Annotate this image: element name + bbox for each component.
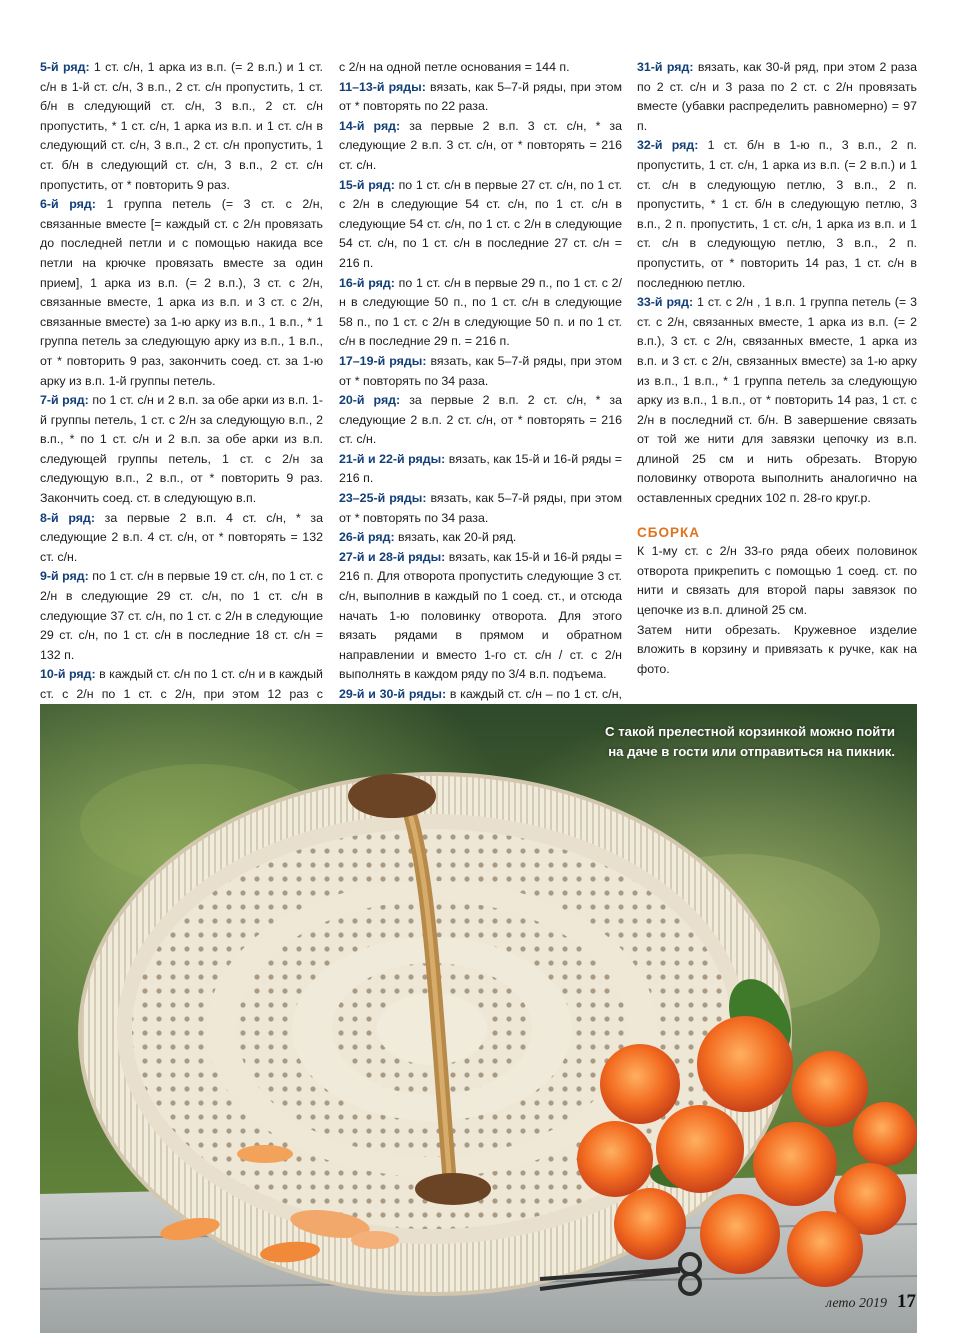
row-label: 14-й ряд:: [339, 118, 401, 133]
assembly-paragraph-1: К 1-му ст. с 2/н 33-го ряда обеих половинок отворота прикрепить с помощью 1 соед. ст. по нити и связать для второй пары завязок по цепочке из в.п. длиной 25 см.: [637, 544, 917, 618]
row-label: 31-й ряд:: [637, 60, 694, 74]
row-label: 33-й ряд:: [637, 295, 694, 310]
row-label: 32-й ряд:: [637, 138, 699, 153]
assembly-paragraph-2: Затем нити обрезать. Кружевное изделие вложить в корзину и привязать к ручке, как на фото.: [637, 622, 917, 676]
row-label: 5-й ряд:: [40, 60, 90, 74]
instruction-row: [40, 58, 323, 195]
row-label: 16-й ряд:: [339, 275, 395, 290]
row-label: 27-й и 28-й ряды:: [339, 549, 446, 564]
row-text: 1 ст. б/н в 1-ю п., 3 в.п., 2 п. пропустить, 1 ст. с/н, 1 арка из в.п. (= 2 в.п.) и 1 ст. с/н в следующую петлю, 3 в.п., 2 п. пропустить, * 1 ст. б/н в следующую петлю, 3 в.п., 2 п. пропустить, 1 ст. с/н, 1 арка из в.п. и 1 ст. с/н в следующую петлю, 3 в.п., 2 п. пропустить, от * повторить 14 раз, 1 ст. с/н в последнюю петлю.: [637, 138, 917, 290]
row-text: за первые 2 в.п. 2 ст. с/н, * за следующие 2 в.п. 2 ст. с/н, от * повторять = 216 ст. с/н.: [339, 393, 622, 447]
instruction-row: [339, 548, 622, 685]
instruction-row: [637, 58, 917, 136]
instruction-row: [339, 352, 622, 391]
instruction-row: [339, 176, 622, 274]
row-label: 26-й ряд:: [339, 530, 395, 545]
row-text: по 1 ст. с/н в первые 27 ст. с/н, по 1 ст. с 2/н в следующие 54 ст. с/н, по 1 ст. с/н в следующие 54 ст. с/н, по 1 ст. с 2/н в следующие 54 ст. с/н, по 1 ст. с/н в последние 27 ст. с/н = 216 п.: [339, 177, 622, 270]
basket-photo: [40, 704, 917, 1333]
column-3-rows: [637, 58, 917, 509]
instruction-row: [40, 391, 323, 509]
basket-illustration: [40, 704, 917, 1333]
page-number: 17: [897, 1291, 916, 1312]
row-text: за первые 2 в.п. 3 ст. с/н, * за следующие 2 в.п. 3 ст. с/н, от * повторять = 216 ст. с/н.: [339, 118, 622, 172]
instruction-row: [637, 293, 917, 509]
row-label: 29-й и 30-й ряды:: [339, 687, 447, 701]
row-text: по 1 ст. с/н и 2 в.п. за обе арки из в.п. 1-й группы петель, 1 ст. с 2/н за следующую в.п., 2 в.п., * по 1 ст. с/н и 2 в.п. за обе арки из в.п. следующей группы петель, 1 ст. с 2/н за следующую в.п., 2 в.п., от * повторить 9 раз. Закончить соед. ст. в следующую в.п.: [40, 393, 323, 506]
instruction-row: [40, 567, 323, 665]
instruction-row: [339, 274, 622, 352]
row-label: 23–25-й ряды:: [339, 491, 427, 506]
row-text: в каждый ст. с/н – по 1 ст. с/н,: [449, 687, 622, 701]
issue-label: лето 2019: [825, 1296, 887, 1311]
row-text: 1 ст. с/н, 1 арка из в.п. (= 2 в.п.) и 1 ст. с/н в 1-й ст. с/н, 3 в.п., 2 ст. с/н пропустить, 1 ст. б/н в следующий ст. с/н, 3 в.п., 2 ст. с/н пропустить, * 1 ст. с/н, 1 арка из в.п. и 1 ст. с/н в следующий ст. с/н, 3 в.п., 2 ст. с/н пропустить, 1 ст. б/н в следующий ст. с/н, 3 в.п., 2 ст. с/н пропустить, от * повторить 9 раз.: [40, 60, 323, 192]
row-label: 20-й ряд:: [339, 393, 401, 408]
row-label: 21-й и 22-й ряды:: [339, 451, 446, 466]
assembly-section-title: СБОРКА: [637, 524, 700, 540]
row-label: 7-й ряд:: [40, 393, 89, 408]
instruction-row: [339, 117, 622, 176]
instruction-row: [637, 136, 917, 293]
row-text: вязать, как 20-й ряд.: [394, 530, 517, 545]
text-column-2: [339, 58, 622, 744]
instruction-row: [339, 391, 622, 450]
instruction-row: [339, 489, 622, 528]
page-footer: [826, 1291, 916, 1313]
instruction-row: [339, 450, 622, 489]
row-text: в каждый ст. с/н по 1 ст. с/н и в каждый ст. с 2/н по 1 ст. с 2/н, при этом 12 раз с: [40, 667, 323, 701]
row-text: 1 группа петель (= 3 ст. с 2/н, связанные вместе [= каждый ст. с 2/н провязать до последней петли и с помощью накида все петли на крючке провязать вместе за один прием], 1 арка из в.п. (= 2 в.п.), 3 ст. с 2/н, связанные вместе, 1 арка из в.п. и 3 ст. с 2/н, связанные вместе) за 1-ю арку из в.п., 1 в.п., * 1 группа петель за следующую арку из в.п., 1 в.п., от * повторить 9 раз, закончить соед. ст. за 1-ю арку из в.п. 1-й группы петель.: [40, 197, 323, 388]
row-label: 15-й ряд:: [339, 177, 395, 192]
row-text: с 2/н на одной петле основания = 144 п.: [339, 60, 570, 74]
row-label: 17–19-й ряды:: [339, 353, 427, 368]
row-text: 1 ст. с 2/н , 1 в.п. 1 группа петель (= 3 ст. с 2/н, связанных вместе, 1 арка из в.п. (= 2 в.п.), 3 ст. с 2/н, связанных вместе, 1 арка из в.п. и 3 ст. с 2/н, связанных вместе) за 1-ю арку из в.п., 1 в.п., * 1 группа петель за следующую арку из в.п., 1 в.п., от * повторить 14 раз, 1 ст. с 2/н в последний ст. б/н. В завершение связать от той же нити для завязки цепочку из в.п. длиной 25 см и нить обрезать. Вторую половинку отворота выполнить аналогично на оставленных средних 102 п. 28-го круг.р.: [637, 295, 917, 506]
text-column-3: [637, 58, 917, 679]
row-label: 8-й ряд:: [40, 510, 95, 525]
row-text: вязать, как 30-й ряд, при этом 2 раза по 2 ст. с/н и 3 раза по 2 ст. с 2/н провязать вместе (убавки распределить равномерно) = 97 п.: [637, 60, 917, 133]
row-text: вязать, как 5–7-й ряды, при этом от * повторять по 22 раза.: [339, 79, 622, 114]
text-column-1: [40, 58, 323, 724]
row-label: 11–13-й ряды:: [339, 79, 426, 94]
instruction-row: [339, 78, 622, 117]
row-text: вязать, как 5–7-й ряды, при этом от * повторять по 34 раза.: [339, 353, 622, 388]
instruction-row: [339, 58, 622, 78]
instruction-row: [339, 528, 622, 548]
row-text: за первые 2 в.п. 4 ст. с/н, * за следующие 2 в.п. 4 ст. с/н, от * повторять = 132 ст. с/н.: [40, 510, 323, 564]
row-text: вязать, как 5–7-й ряды, при этом от * повторять по 34 раза.: [339, 491, 622, 525]
row-text: по 1 ст. с/н в первые 29 п., по 1 ст. с 2/н в следующие 50 п., по 1 ст. с/н в следующие 58 п., по 1 ст. с 2/н в следующие 50 п. и по 1 ст. с/н в последние 29 п. = 216 п.: [339, 275, 622, 349]
instruction-row: [40, 509, 323, 568]
row-label: 6-й ряд:: [40, 197, 96, 212]
row-text: вязать, как 15-й и 16-й ряды = 216 п.: [339, 451, 622, 486]
row-text: по 1 ст. с/н в первые 19 ст. с/н, по 1 ст. с 2/н в следующие 29 ст. с/н, по 1 ст. с/н в следующие 37 ст. с/н, по 1 ст. с 2/н в следующие 29 ст. с/н, по 1 ст. с/н в последние 18 ст. с/н = 132 п.: [40, 569, 323, 662]
photo-caption: С такой прелестной корзинкой можно пойти на даче в гости или отправиться на пикник.: [605, 724, 895, 759]
row-text: вязать, как 15-й и 16-й ряды = 216 п. Для отворота пропустить следующие 3 ст. с/н, выполнив в каждый по 1 соед. ст., и отсюда начать 1-ю половинку отворота. Для этого вязать рядами в прямом и обратном направлении и вместо 1-го ст. с/н / ст. с 2/н выполнять в каждом ряду по 3/4 в.п. подъема.: [339, 549, 622, 682]
row-label: 9-й ряд:: [40, 569, 89, 584]
row-label: 10-й ряд:: [40, 667, 96, 682]
instruction-row: [40, 195, 323, 391]
